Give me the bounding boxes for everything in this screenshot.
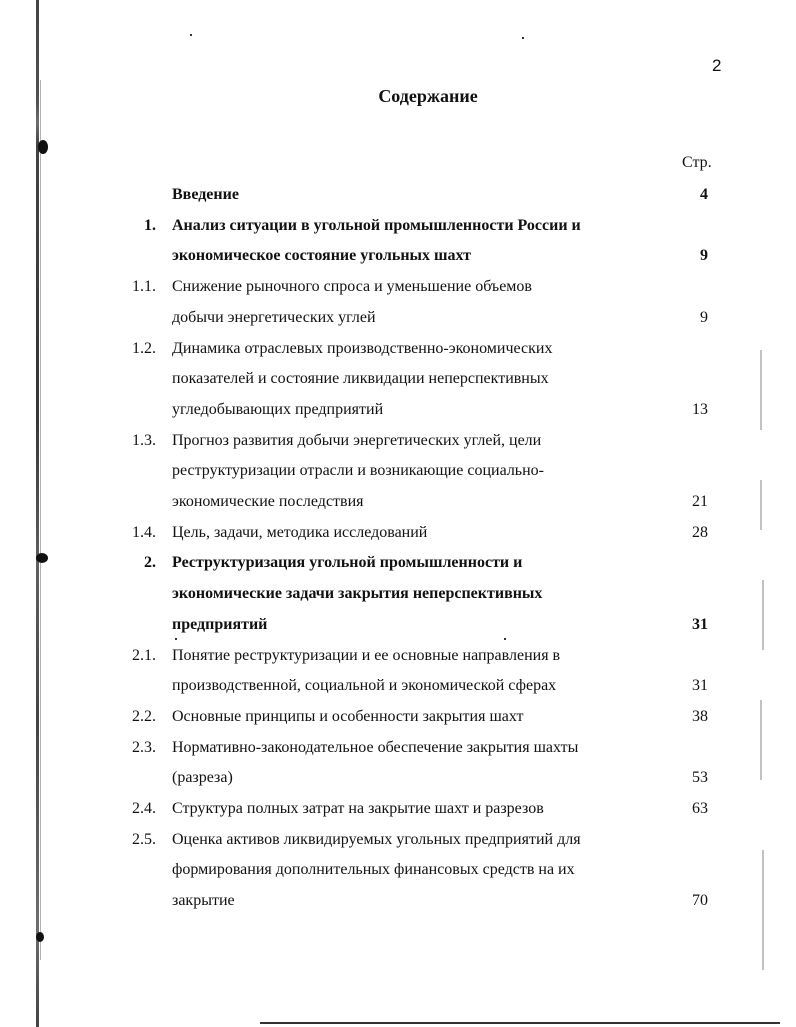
- toc-line: [0, 462, 796, 492]
- toc-entry-page: 13: [692, 400, 708, 418]
- toc-line: [0, 677, 796, 707]
- toc-line: [0, 340, 796, 370]
- toc-entry-text: производственной, социальной и экономической сферах: [172, 677, 557, 695]
- toc-line: [0, 769, 796, 799]
- toc-entry-number: 1.: [144, 216, 156, 234]
- scan-speck: [190, 34, 192, 36]
- toc-entry-number: 2.4.: [132, 800, 156, 817]
- toc-line: [0, 278, 796, 308]
- page-number: 2: [712, 56, 722, 75]
- toc-line: [0, 831, 796, 861]
- toc-line: [0, 401, 796, 431]
- page-title: Содержание: [378, 86, 478, 106]
- scan-blot: [36, 932, 44, 942]
- toc-entry-page: 53: [692, 769, 708, 787]
- toc-entry-number: 1.2.: [132, 339, 156, 357]
- toc-line: [0, 708, 796, 738]
- toc-entry-page: 9: [700, 247, 708, 265]
- toc-entry-text: Нормативно-законодательное обеспечение закрытия шахты: [172, 738, 579, 756]
- toc-entry-page: 4: [700, 186, 708, 203]
- toc-entry-page: 38: [692, 707, 708, 725]
- toc-entry-text: угледобывающих предприятий: [172, 400, 384, 418]
- toc-entry-number: 2.2.: [132, 707, 156, 725]
- toc-entry-text: экономические последствия: [172, 493, 364, 510]
- toc-line: [0, 247, 796, 277]
- toc-entry-text: Реструктуризация угольной промышленности и: [172, 554, 523, 572]
- toc-entry-text: Цель, задачи, методика исследований: [172, 523, 428, 541]
- toc-entry-text: Структура полных затрат на закрытие шахт и разрезов: [172, 800, 544, 817]
- toc-entry-page: 31: [692, 615, 708, 633]
- scan-blot: [38, 140, 48, 154]
- toc-entry-page: 9: [700, 308, 708, 326]
- toc-line: [0, 892, 796, 922]
- toc-entry-number: 1.3.: [132, 431, 156, 449]
- toc-entry-text: экономическое состояние угольных шахт: [172, 247, 471, 265]
- toc-entry-number: 2.: [144, 554, 156, 572]
- toc-line: [0, 739, 796, 769]
- toc-entry-text: закрытие: [172, 892, 235, 910]
- toc-entry-text: (разреза): [172, 769, 233, 787]
- toc-entry-page: 28: [692, 523, 708, 541]
- toc-entry-text: Понятие реструктуризации и ее основные направления в: [172, 646, 561, 664]
- toc-entry-text: реструктуризации отрасли и возникающие социально-: [172, 462, 544, 480]
- toc-entry-text: Прогноз развития добычи энергетических углей, цели: [172, 431, 542, 449]
- toc-line: [0, 217, 796, 247]
- toc-entry-text: Анализ ситуации в угольной промышленности России и: [172, 216, 581, 234]
- toc-line: [0, 585, 796, 615]
- scan-speck: [522, 37, 524, 39]
- toc-entry-text: добычи энергетических углей: [172, 308, 376, 326]
- scan-bottom-line: [260, 1022, 780, 1024]
- toc-entry-page: 63: [692, 800, 708, 817]
- toc-line: [0, 616, 796, 646]
- toc-entry-page: 31: [692, 677, 708, 695]
- toc-line: [0, 309, 796, 339]
- toc-line: [0, 524, 796, 554]
- toc-entry-number: 2.3.: [132, 738, 156, 756]
- toc-entry-text: Динамика отраслевых производственно-экономических: [172, 339, 553, 357]
- toc-entry-text: предприятий: [172, 615, 268, 633]
- toc-entry-page: 70: [692, 892, 708, 910]
- toc-entry-text: показателей и состояние ликвидации неперспективных: [172, 370, 549, 388]
- toc-line: [0, 493, 796, 523]
- toc-entry-text: Оценка активов ликвидируемых угольных предприятий для: [172, 830, 581, 848]
- toc-entry-text: формирования дополнительных финансовых средств на их: [172, 861, 575, 879]
- toc-entry-number: 1.1.: [132, 278, 156, 296]
- toc-entry-text: Снижение рыночного спроса и уменьшение объемов: [172, 278, 532, 296]
- toc-line: [0, 647, 796, 677]
- toc-entry-number: 1.4.: [132, 523, 156, 541]
- toc-line: [0, 554, 796, 584]
- toc-line: [0, 432, 796, 462]
- toc-entry-text: Введение: [172, 186, 239, 203]
- toc-entry-text: экономические задачи закрытия неперспективных: [172, 585, 543, 603]
- toc-entry-text: Основные принципы и особенности закрытия шахт: [172, 707, 524, 725]
- toc-line: [0, 861, 796, 891]
- toc-line: [0, 800, 796, 830]
- toc-entry-number: 2.5.: [132, 830, 156, 848]
- toc-line: [0, 370, 796, 400]
- toc-line: [0, 186, 796, 216]
- toc-entry-number: 2.1.: [132, 646, 156, 664]
- page-column-header: Стр.: [682, 154, 712, 171]
- toc-entry-page: 21: [692, 493, 708, 510]
